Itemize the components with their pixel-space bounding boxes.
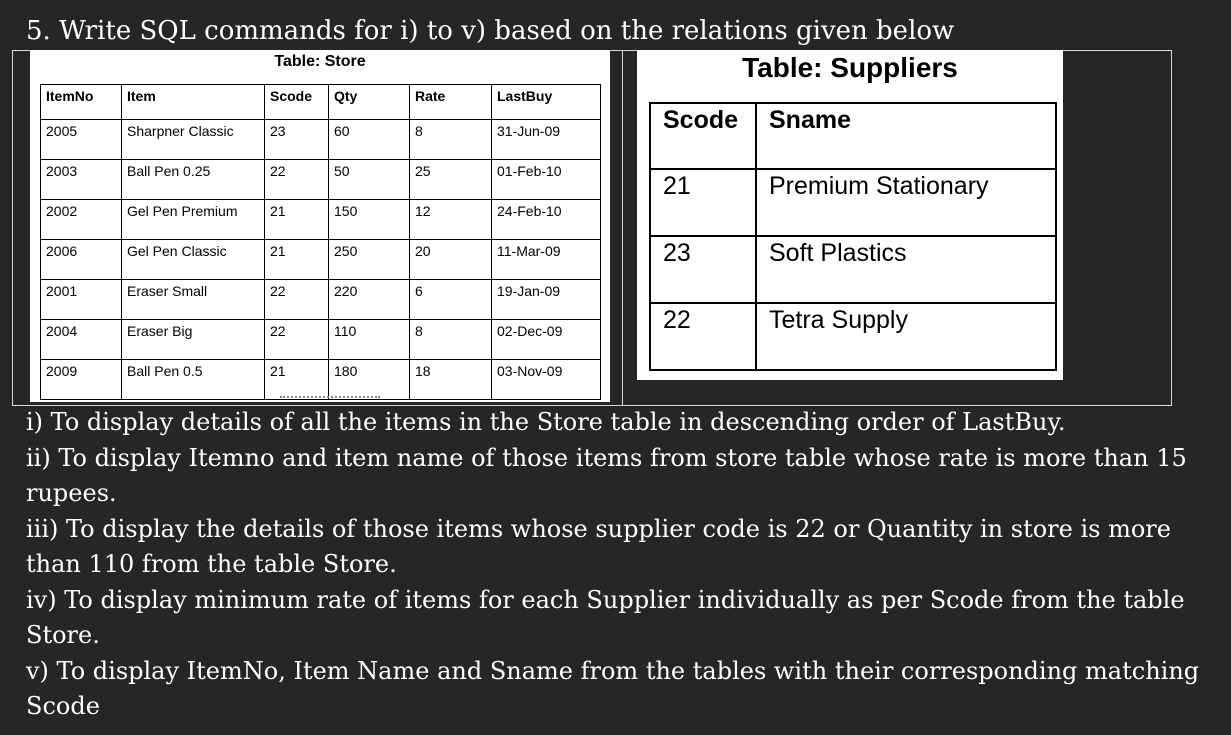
table-row: [41, 200, 601, 240]
cell-item: Eraser Big: [122, 320, 265, 360]
question-iii: iii) To display the details of those items whose supplier code is 22 or Quantity in store is more than 110 from the table Store.: [26, 514, 1171, 578]
cell-lastbuy: 01-Feb-10: [492, 160, 601, 200]
cell-itemno: 2003: [41, 160, 122, 200]
cell-sname: Tetra Supply: [756, 303, 1056, 370]
cell-lastbuy: 19-Jan-09: [492, 280, 601, 320]
table-row: [41, 240, 601, 280]
cell-lastbuy: 24-Feb-10: [492, 200, 601, 240]
suppliers-header-sname: Sname: [756, 103, 1056, 169]
store-header-rate: Rate: [410, 85, 492, 120]
cell-scode: 21: [265, 200, 329, 240]
cell-scode: 21: [265, 240, 329, 280]
table-row: [650, 303, 1056, 370]
cell-scode: 22: [265, 320, 329, 360]
question-ii: ii) To display Itemno and item name of those items from store table whose rate is more than 15 rupees.: [26, 443, 1187, 507]
cell-qty: 180: [329, 360, 410, 400]
cell-qty: 250: [329, 240, 410, 280]
cropped-caption-fragment: [280, 396, 380, 402]
cell-item: Gel Pen Classic: [122, 240, 265, 280]
cell-scode: 22: [650, 303, 756, 370]
cell-scode: 21: [650, 169, 756, 236]
cell-rate: 20: [410, 240, 492, 280]
suppliers-table: [649, 102, 1057, 371]
store-header-qty: Qty: [329, 85, 410, 120]
cell-qty: 50: [329, 160, 410, 200]
cell-itemno: 2001: [41, 280, 122, 320]
cell-scode: 22: [265, 160, 329, 200]
store-header-item: Item: [122, 85, 265, 120]
suppliers-header-row: [650, 103, 1056, 169]
cell-item: Ball Pen 0.25: [122, 160, 265, 200]
cell-itemno: 2004: [41, 320, 122, 360]
question-i: i) To display details of all the items in the Store table in descending order of LastBuy.: [26, 408, 1066, 436]
suppliers-table-panel: [637, 50, 1063, 380]
cell-sname: Premium Stationary: [756, 169, 1056, 236]
table-row: [41, 120, 601, 160]
cell-qty: 110: [329, 320, 410, 360]
table-row: [41, 360, 601, 400]
store-table: [40, 84, 601, 400]
table-row: [41, 160, 601, 200]
cell-item: Gel Pen Premium: [122, 200, 265, 240]
cell-item: Sharpner Classic: [122, 120, 265, 160]
cell-lastbuy: 02-Dec-09: [492, 320, 601, 360]
cell-scode: 22: [265, 280, 329, 320]
cell-qty: 150: [329, 200, 410, 240]
cell-itemno: 2009: [41, 360, 122, 400]
question-iv: iv) To display minimum rate of items for each Supplier individually as per Scode from the table Store.: [26, 585, 1185, 649]
store-header-itemno: ItemNo: [41, 85, 122, 120]
cell-itemno: 2005: [41, 120, 122, 160]
suppliers-header-scode: Scode: [650, 103, 756, 169]
store-header-scode: Scode: [265, 85, 329, 120]
question-heading: 5. Write SQL commands for i) to v) based on the relations given below: [26, 16, 955, 46]
table-row: [41, 320, 601, 360]
frame-divider: [622, 50, 623, 406]
store-table-title: Table: Store: [274, 53, 366, 70]
store-header-lastbuy: LastBuy: [492, 85, 601, 120]
cell-item: Ball Pen 0.5: [122, 360, 265, 400]
cell-rate: 25: [410, 160, 492, 200]
cell-scode: 23: [650, 236, 756, 303]
store-table-panel: [30, 50, 610, 402]
cell-itemno: 2002: [41, 200, 122, 240]
cell-scode: 23: [265, 120, 329, 160]
cell-sname: Soft Plastics: [756, 236, 1056, 303]
suppliers-table-title: Table: Suppliers: [742, 52, 958, 83]
cell-lastbuy: 31-Jun-09: [492, 120, 601, 160]
store-header-row: [41, 85, 601, 120]
cell-rate: 6: [410, 280, 492, 320]
cell-item: Eraser Small: [122, 280, 265, 320]
table-row: [650, 169, 1056, 236]
question-v: v) To display ItemNo, Item Name and Sname from the tables with their corresponding matching Scode: [26, 656, 1200, 720]
question-list: [26, 405, 1206, 725]
cell-qty: 60: [329, 120, 410, 160]
cell-lastbuy: 11-Mar-09: [492, 240, 601, 280]
cell-rate: 8: [410, 320, 492, 360]
table-row: [650, 236, 1056, 303]
cell-lastbuy: 03-Nov-09: [492, 360, 601, 400]
cell-rate: 18: [410, 360, 492, 400]
cell-scode: 21: [265, 360, 329, 400]
cell-itemno: 2006: [41, 240, 122, 280]
cell-rate: 8: [410, 120, 492, 160]
table-row: [41, 280, 601, 320]
cell-qty: 220: [329, 280, 410, 320]
cell-rate: 12: [410, 200, 492, 240]
